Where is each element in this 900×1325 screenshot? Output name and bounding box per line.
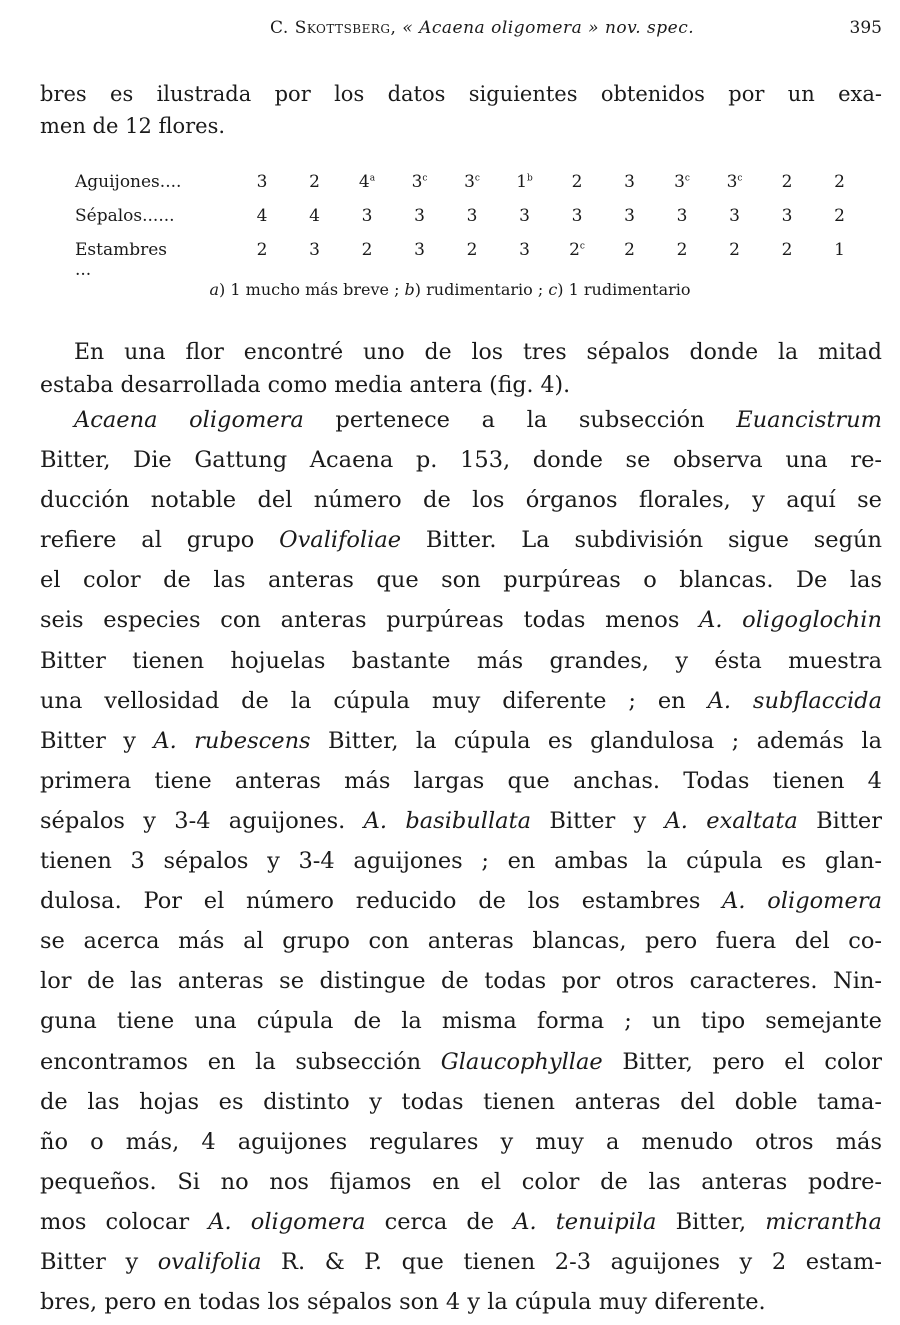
text-run: Bitter y [40, 1248, 158, 1275]
text-run: En una flor encontré uno de los tres sépalos donde la mitad [74, 340, 882, 365]
table-cell: 3 [571, 206, 583, 226]
text-line [40, 1282, 882, 1322]
italic-term: Euancistrum [736, 407, 882, 433]
text-run: sépalos y 3-4 aguijones. [40, 807, 364, 834]
text-run: ño o más, 4 aguijones regulares y muy a menudo otros más [40, 1128, 882, 1155]
table-cell: 2 [361, 240, 373, 260]
table-cell: 3 [676, 206, 688, 226]
text-line [40, 480, 882, 520]
table-cell: 3 [466, 206, 478, 226]
text-line [40, 721, 882, 761]
text-run: estaba desarrollada como media antera (fig. 4). [40, 373, 571, 398]
text-run: Bitter, pero el color [602, 1048, 882, 1075]
text-run: se acerca más al grupo con anteras blancas, pero fuera del co- [40, 928, 882, 955]
table-cell: 3 [309, 240, 320, 260]
italic-term: Glaucophyllae [440, 1048, 603, 1075]
text-line [40, 560, 882, 600]
footnote-mark: c [474, 173, 480, 184]
table-cell: 3 [624, 172, 635, 192]
page-number: 395 [849, 18, 882, 38]
text-run: ) rudimentario ; [414, 280, 549, 299]
text-run: primera tiene anteras más largas que anchas. Todas tienen 4 [40, 767, 882, 794]
text-line [40, 400, 882, 440]
paragraph-2 [40, 400, 882, 1322]
text-run: el color de las anteras que son purpúreas o blancas. De las [40, 567, 882, 594]
italic-term: A. oligomera [208, 1208, 366, 1235]
table-cell: 1 [834, 240, 845, 260]
italic-term: Acaena oligomera [74, 407, 304, 433]
intro-text [40, 78, 882, 142]
table-cell: 1$^b$ [516, 172, 533, 192]
text-run: encontramos en la subsección [40, 1048, 441, 1075]
table-footnote [0, 280, 900, 299]
table-cell: 2 [834, 206, 845, 226]
table-cell: 4$^a$ [358, 172, 376, 192]
text-run: ) 1 rudimentario [557, 280, 691, 299]
text-line [40, 801, 882, 841]
table-cell: 3 [781, 206, 793, 226]
table-cell: 4 [309, 206, 320, 226]
table-cell: 2 [256, 240, 268, 260]
italic-term: A. subflaccida [707, 687, 882, 714]
table-cell: 3 [256, 172, 268, 192]
running-title [270, 18, 694, 38]
footnote-mark: c [422, 173, 428, 184]
text-run: lor de las anteras se distingue de todas por otros caracteres. Nin- [40, 968, 882, 995]
table-cell: 3 [519, 206, 530, 226]
text-run: Bitter, Die Gattung Acaena p. 153, donde se observa una re- [40, 447, 882, 474]
table-cell: 3 [414, 206, 425, 226]
table-cell: 3 [519, 240, 530, 260]
text-line [40, 1001, 882, 1041]
text-run: bres es ilustrada por los datos siguientes obtenidos por un exa- [40, 82, 882, 106]
text-line [40, 600, 882, 640]
row-label: Aguijones.... [75, 172, 182, 192]
italic-term: ovalifolia [157, 1248, 262, 1275]
text-line [40, 921, 882, 961]
table-cell: 2 [781, 172, 793, 192]
text-line [40, 1162, 882, 1202]
text-line [40, 841, 882, 881]
text-line [40, 369, 882, 402]
table-cell: 2 [309, 172, 320, 192]
running-header [0, 18, 900, 48]
text-line [40, 961, 882, 1001]
italic-term: a [209, 280, 220, 299]
text-run: mos colocar [40, 1208, 209, 1235]
text-run: dulosa. Por el número reducido de los estambres [40, 888, 723, 915]
italic-term: micrantha [765, 1208, 882, 1235]
italic-term: A. rubescens [153, 727, 311, 754]
text-run: Bitter tienen hojuelas bastante más grandes, y ésta muestra [40, 647, 882, 674]
text-run: refiere al grupo [40, 527, 280, 554]
text-run: Bitter y [531, 807, 665, 834]
italic-term: c [548, 280, 558, 299]
table-cell: 3 [414, 240, 425, 260]
italic-term: A. basibullata [363, 807, 532, 834]
footnote-mark: b [527, 173, 533, 184]
italic-term: Ovalifoliae [279, 527, 402, 554]
text-run: Bitter. La subdivisión sigue según [401, 527, 883, 554]
italic-term: b [404, 280, 415, 299]
footnote-mark: c [737, 173, 743, 184]
text-line [40, 110, 882, 142]
text-line [40, 440, 882, 480]
text-line [40, 78, 882, 110]
footnote-mark: a [369, 173, 376, 184]
text-run: Bitter, la cúpula es glandulosa ; además la [310, 727, 882, 754]
text-line [40, 1082, 882, 1122]
text-run: una vellosidad de la cúpula muy diferente ; en [40, 687, 708, 714]
table-cell: 2 [834, 172, 845, 192]
table-cell: 4 [256, 206, 268, 226]
text-run: men de 12 flores. [40, 114, 226, 138]
text-run: Bitter, [656, 1208, 766, 1235]
text-line [40, 520, 882, 560]
table-cell: 3$^c$ [674, 172, 690, 192]
text-run: tienen 3 sépalos y 3-4 aguijones ; en ambas la cúpula es glan- [40, 848, 882, 875]
table-cell: 2 [781, 240, 793, 260]
footnote-mark: c [579, 241, 585, 252]
table-cell: 3 [624, 206, 635, 226]
table-cell: 2 [729, 240, 740, 260]
text-run: R. & P. que tienen 2-3 aguijones y 2 estam- [261, 1248, 882, 1275]
text-line [40, 1042, 882, 1082]
table-cell: 3$^c$ [464, 172, 480, 192]
table-cell: 2 [676, 240, 688, 260]
text-run: de las hojas es distinto y todas tienen anteras del doble tama- [40, 1088, 882, 1115]
text-run: Bitter [797, 807, 882, 834]
text-run: bres, pero en todas los sépalos son 4 y la cúpula muy diferente. [40, 1289, 766, 1316]
text-line [40, 761, 882, 801]
table-cell: 2 [571, 172, 583, 192]
text-line [40, 336, 882, 369]
table-cell: 2 [466, 240, 478, 260]
italic-term: A. oligoglochin [699, 607, 882, 634]
table-cell: 2 [624, 240, 635, 260]
footnote-mark: c [684, 173, 690, 184]
text-run: cerca de [365, 1208, 514, 1235]
italic-term: A. exaltata [664, 807, 798, 834]
text-run: seis especies con anteras purpúreas todas menos [40, 607, 700, 634]
table-cell: 3$^c$ [726, 172, 743, 192]
text-run: pertenece a la subsección [303, 407, 737, 433]
table-cell: 3 [729, 206, 740, 226]
article-title: « Acaena oligomera » nov. spec. [402, 18, 695, 38]
paragraph-1 [40, 336, 882, 402]
text-run: pequeños. Si no nos fijamos en el color de las anteras podre- [40, 1168, 882, 1195]
text-line [40, 1122, 882, 1162]
text-run: Bitter y [40, 727, 154, 754]
text-line [40, 1202, 882, 1242]
table-cell: 3 [361, 206, 373, 226]
table-cell: 3$^c$ [411, 172, 428, 192]
row-label: Sépalos...... [75, 206, 175, 226]
text-run: ducción notable del número de los órganos florales, y aquí se [40, 487, 882, 514]
italic-term: A. tenuipila [513, 1208, 657, 1235]
text-line [40, 641, 882, 681]
text-run: ) 1 mucho más breve ; [219, 280, 405, 299]
row-label: Estambres ... [75, 240, 168, 280]
table-cell: 2$^c$ [569, 240, 585, 260]
text-line [40, 681, 882, 721]
author-name: C. Skottsberg, [270, 18, 397, 38]
italic-term: A. oligomera [722, 888, 883, 915]
text-run: guna tiene una cúpula de la misma forma ; un tipo semejante [40, 1008, 882, 1035]
text-line [40, 881, 882, 921]
text-line [40, 1242, 882, 1282]
